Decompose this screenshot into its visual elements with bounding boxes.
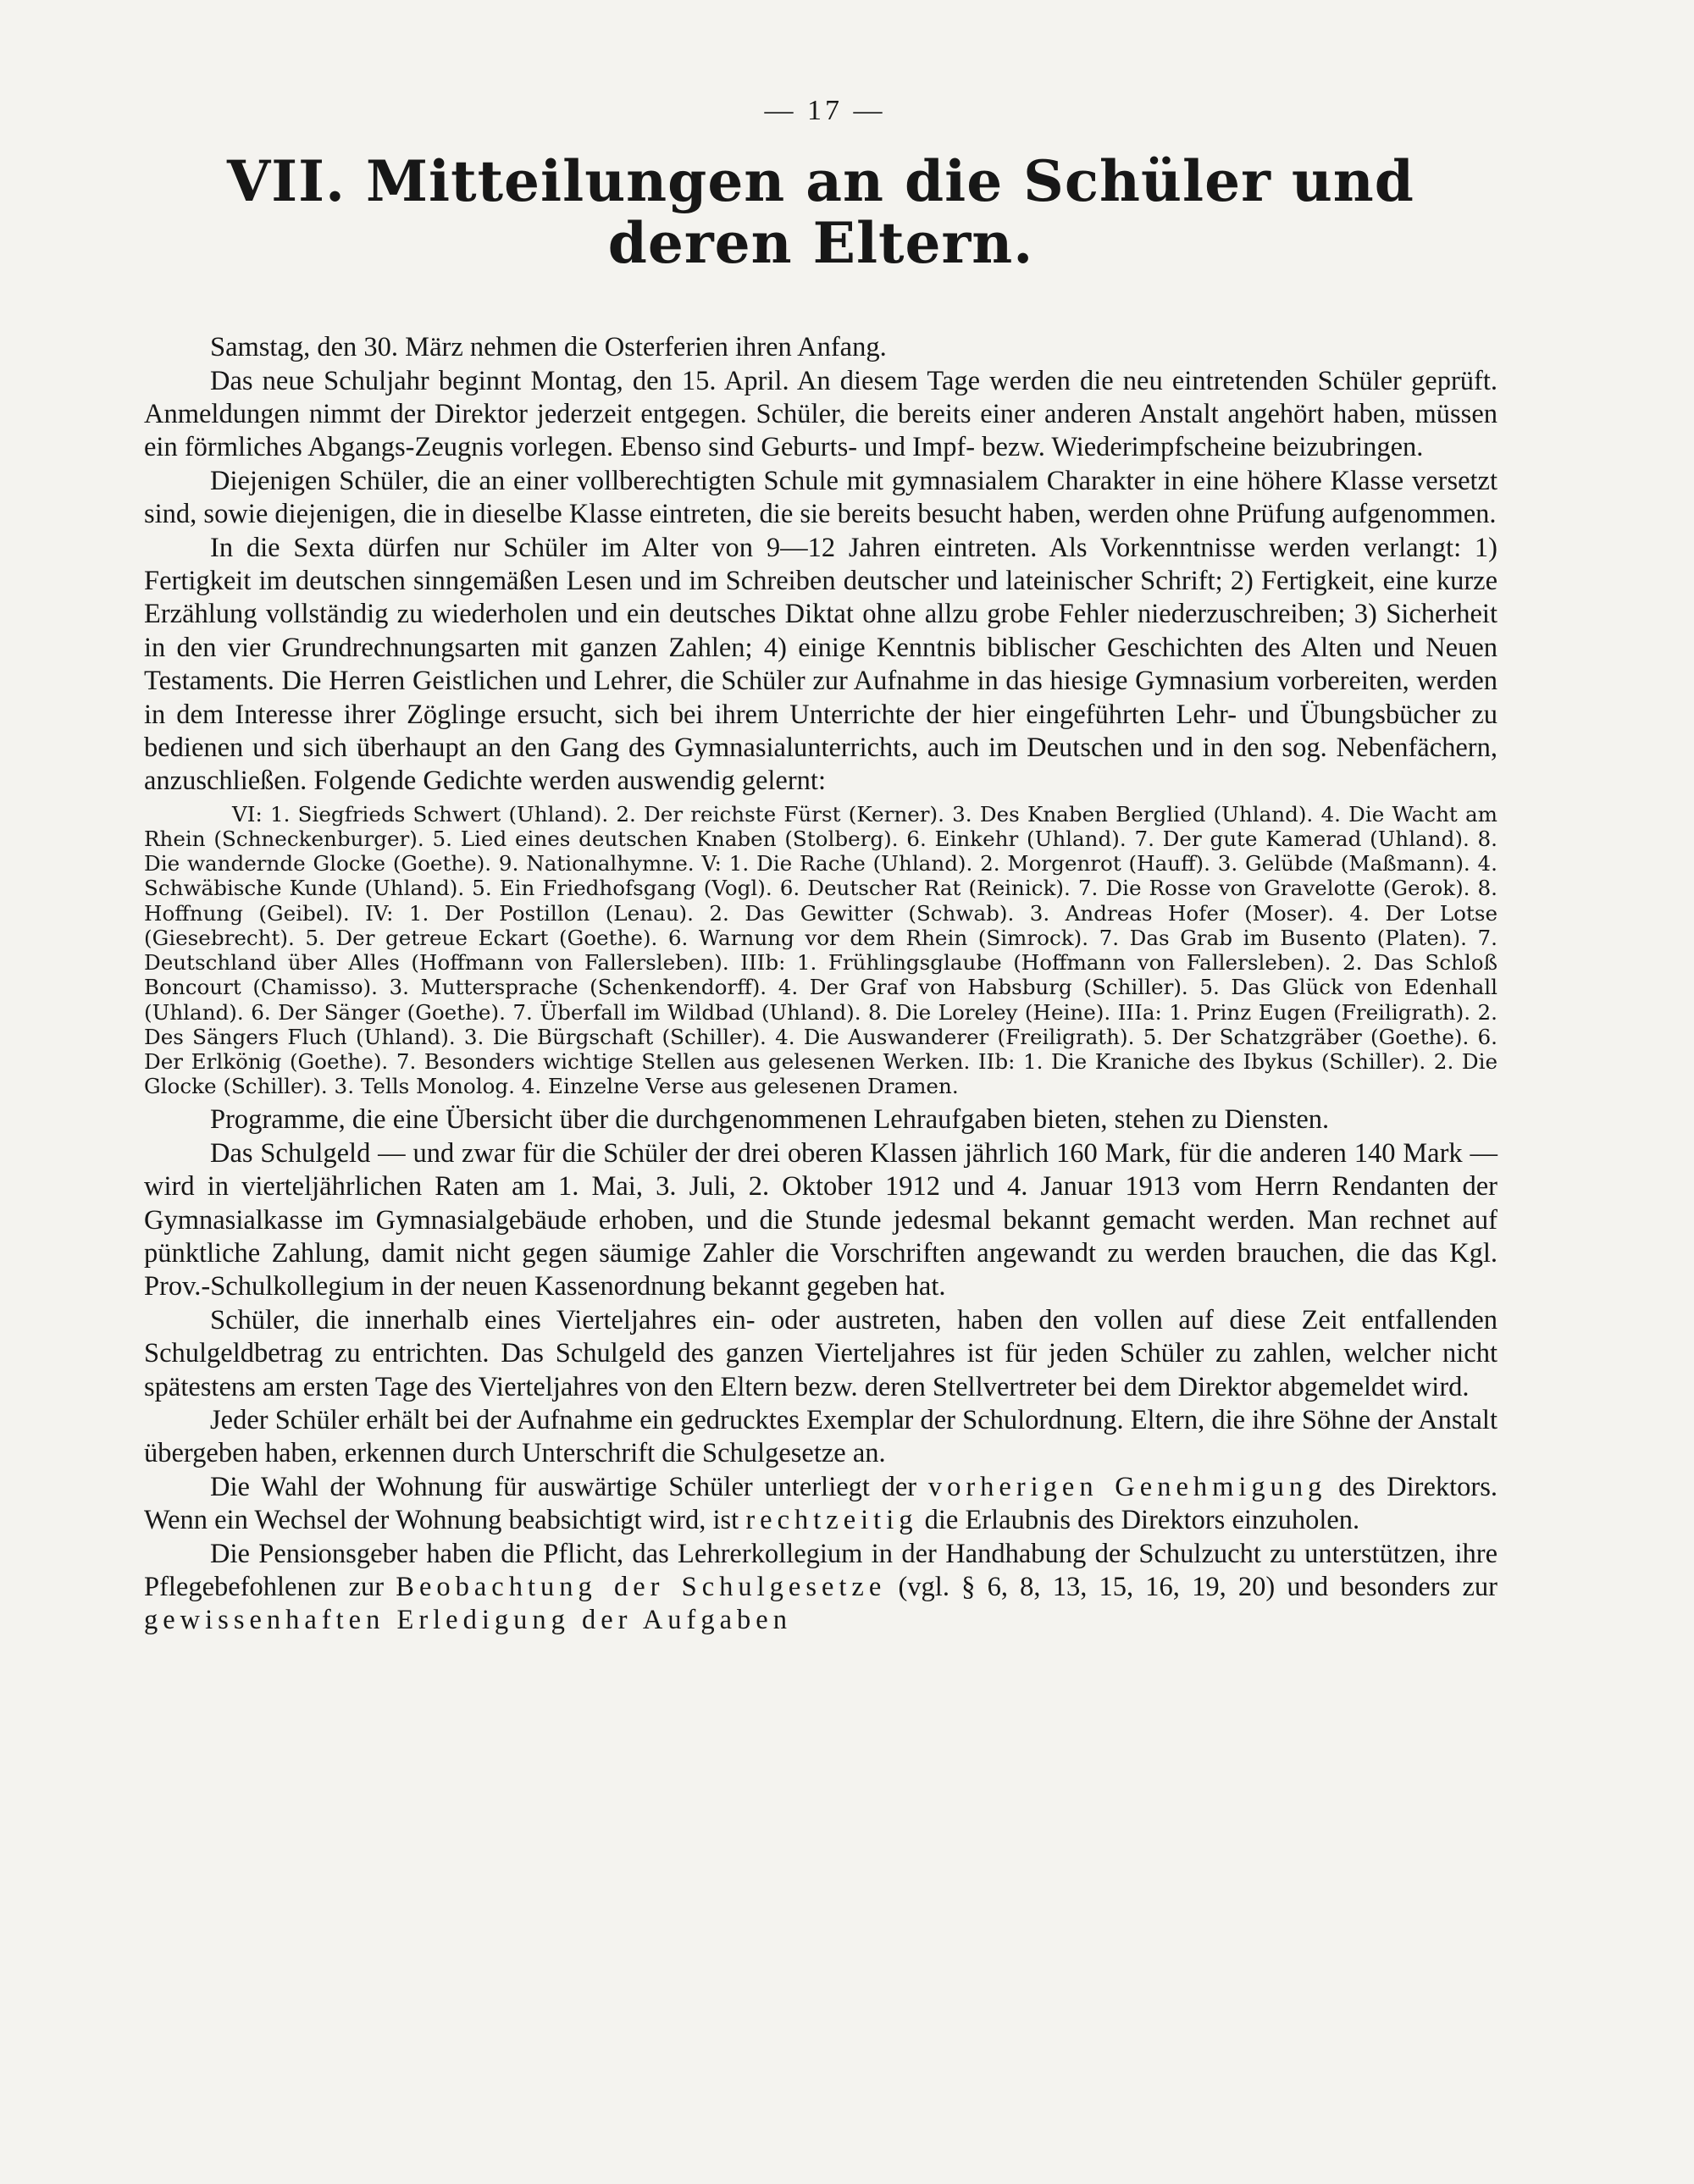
paragraph-school-rules: Jeder Schüler erhält bei der Aufnahme ein gedrucktes Exemplar der Schulordnung. Eltern, die ihre Söhne der Anstalt übergeben haben, erkennen durch Unterschrift die Schulgesetze an.	[144, 1404, 1497, 1469]
hosts-text-1: Die Pensionsgeber haben die Pflicht, das Lehrerkollegium in der Handhabung der Schulzucht zu unterstützen, ihre Pflegebefohlenen zur	[144, 1538, 1497, 1602]
housing-text-3: die Erlaubnis des Direktors einzuholen.	[924, 1505, 1360, 1536]
paragraph-easter-holidays: Samstag, den 30. März nehmen die Osterferien ihren Anfang.	[210, 332, 887, 363]
hosts-text-2: (vgl. § 6, 8, 13, 15, 16, 19, 20) und besonders zur	[898, 1572, 1498, 1602]
paragraph-boarding-hosts	[144, 1538, 1497, 1638]
paragraph-programs: Programme, die eine Übersicht über die durchgenommenen Lehraufgaben bieten, stehen zu Diensten.	[210, 1104, 1330, 1136]
paragraph-housing	[144, 1471, 1497, 1538]
page-number: — 17 —	[764, 95, 886, 126]
paragraph-admission-without-exam: Diejenigen Schüler, die an einer vollberechtigten Schule mit gymnasialem Charakter in eine höhere Klasse versetzt sind, sowie diejenigen, die in dieselbe Klasse eintreten, die sie bereits besucht haben, werden ohne Prüfung aufgenommen.	[144, 465, 1497, 530]
poem-list: VI: 1. Siegfrieds Schwert (Uhland). 2. Der reichste Fürst (Kerner). 3. Des Knaben Berglied (Uhland). 4. Die Wacht am Rhein (Schneckenburger). 5. Lied eines deutschen Knaben (Stolberg). 6. Einkehr (Uhland). 7. Der gute Kamerad (Uhland). 8. Die wandernde Glocke (Goethe). 9. Nationalhymne. V: 1. Die Rache (Uhland). 2. Morgenrot (Hauff). 3. Gelübde (Maßmann). 4. Schwäbische Kunde (Uhland). 5. Ein Friedhofsgang (Vogl). 6. Deutscher Rat (Reinick). 7. Die Rosse von Gravelotte (Gerok). 8. Hoffnung (Geibel). IV: 1. Der Postillon (Lenau). 2. Das Gewitter (Schwab). 3. Andreas Hofer (Moser). 4. Der Lotse (Giesebrecht). 5. Der getreue Eckart (Goethe). 6. Warnung vor dem Rhein (Simrock). 7. Das Grab im Busento (Platen). 7. Deutschland über Alles (Hoffmann von Fallersleben). IIIb: 1. Frühlingsglaube (Hoffmann von Fallersleben). 2. Das Schloß Boncourt (Chamisso). 3. Muttersprache (Schenkendorff). 4. Der Graf von Habsburg (Schiller). 5. Das Glück von Edenhall (Uhland). 6. Der Sänger (Goethe). 7. Überfall im Wildbad (Uhland). 8. Die Loreley (Heine). IIIa: 1. Prinz Eugen (Freiligrath). 2. Des Sängers Fluch (Uhland). 3. Die Bürgschaft (Schiller). 4. Die Auswanderer (Freiligrath). 5. Der Schatzgräber (Goethe). 6. Der Erlkönig (Goethe). 7. Besonders wichtige Stellen aus gelesenen Werken. IIb: 1. Die Kraniche des Ibykus (Schiller). 2. Die Glocke (Schiller). 3. Tells Monolog. 4. Einzelne Verse aus gelesenen Dramen.	[144, 801, 1497, 1099]
hosts-emphasis-observance: Beobachtung der Schulgesetze	[396, 1572, 887, 1602]
housing-emphasis-timely: rechtzeitig	[745, 1505, 918, 1536]
paragraph-sexta-requirements: In die Sexta dürfen nur Schüler im Alter von 9—12 Jahren eintreten. Als Vorkenntnisse werden verlangt: 1) Fertigkeit im deutschen sinngemäßen Lesen und im Schreiben deutscher und lateinischer Schrift; 2) Fertigkeit, eine kurze Erzählung vollständig zu wiederholen und ein deutsches Diktat ohne allzu grobe Fehler niederzuschreiben; 3) Sicherheit in den vier Grundrechnungsarten mit ganzen Zahlen; 4) einige Kenntnis biblischer Geschichten des Alten und Neuen Testaments. Die Herren Geistlichen und Lehrer, die Schüler zur Aufnahme in das hiesige Gymnasium vorbereiten, werden in dem Interesse ihrer Zöglinge ersucht, sich bei ihrem Unterrichte der hier eingeführten Lehr- und Übungsbücher zu bedienen und sich überhaupt an den Gang des Gymnasialunterrichts, auch im Deutschen und in den sog. Nebenfächern, anzuschließen. Folgende Gedichte werden auswendig gelernt:	[144, 532, 1497, 797]
housing-text-1: Die Wahl der Wohnung für auswärtige Schüler unterliegt der	[210, 1471, 917, 1502]
housing-emphasis-approval: vorherigen Genehmigung	[927, 1471, 1327, 1502]
housing-text-2: des Direktors. Wenn ein Wechsel der Wohnung beabsichtigt wird, ist	[144, 1471, 1498, 1536]
paragraph-new-school-year: Das neue Schuljahr beginnt Montag, den 15. April. An diesem Tage werden die neu eintretenden Schüler geprüft. Anmeldungen nimmt der Direktor jederzeit entgegen. Schüler, die bereits einer anderen Anstalt angehört haben, müssen ein förmliches Abgangs-Zeugnis vorlegen. Ebenso sind Geburts- und Impf- bezw. Wiederimpfscheine beizubringen.	[144, 365, 1497, 463]
hosts-emphasis-diligence: gewissenhaften Erledigung der Aufgaben	[144, 1605, 792, 1636]
paragraph-quarterly-fees: Schüler, die innerhalb eines Vierteljahres ein- oder austreten, haben den vollen auf diese Zeit entfallenden Schulgeldbetrag zu entrichten. Das Schulgeld des ganzen Vierteljahres ist für jeden Schüler zu zahlen, welcher nicht spätestens am ersten Tage des Vierteljahres von den Eltern bezw. deren Stellvertreter bei dem Direktor abgemeldet wird.	[144, 1304, 1497, 1402]
paragraph-school-fees: Das Schulgeld — und zwar für die Schüler der drei oberen Klassen jährlich 160 Mark, für die anderen 140 Mark — wird in vierteljährlichen Raten am 1. Mai, 3. Juli, 2. Oktober 1912 und 4. Januar 1913 vom Herrn Rendanten der Gymnasialkasse im Gymnasialgebäude erhoben, und die Stunde jedesmal bekannt gemacht werden. Man rechnet auf pünktliche Zahlung, damit nicht gegen säumige Zahler die Vorschriften angewandt zu werden brauchen, die das Kgl. Prov.-Schulkollegium in der neuen Kassenordnung bekannt gegeben hat.	[144, 1137, 1497, 1302]
section-title: VII. Mitteilungen an die Schüler und deren Eltern.	[227, 148, 1414, 276]
body-text	[144, 331, 1497, 1638]
